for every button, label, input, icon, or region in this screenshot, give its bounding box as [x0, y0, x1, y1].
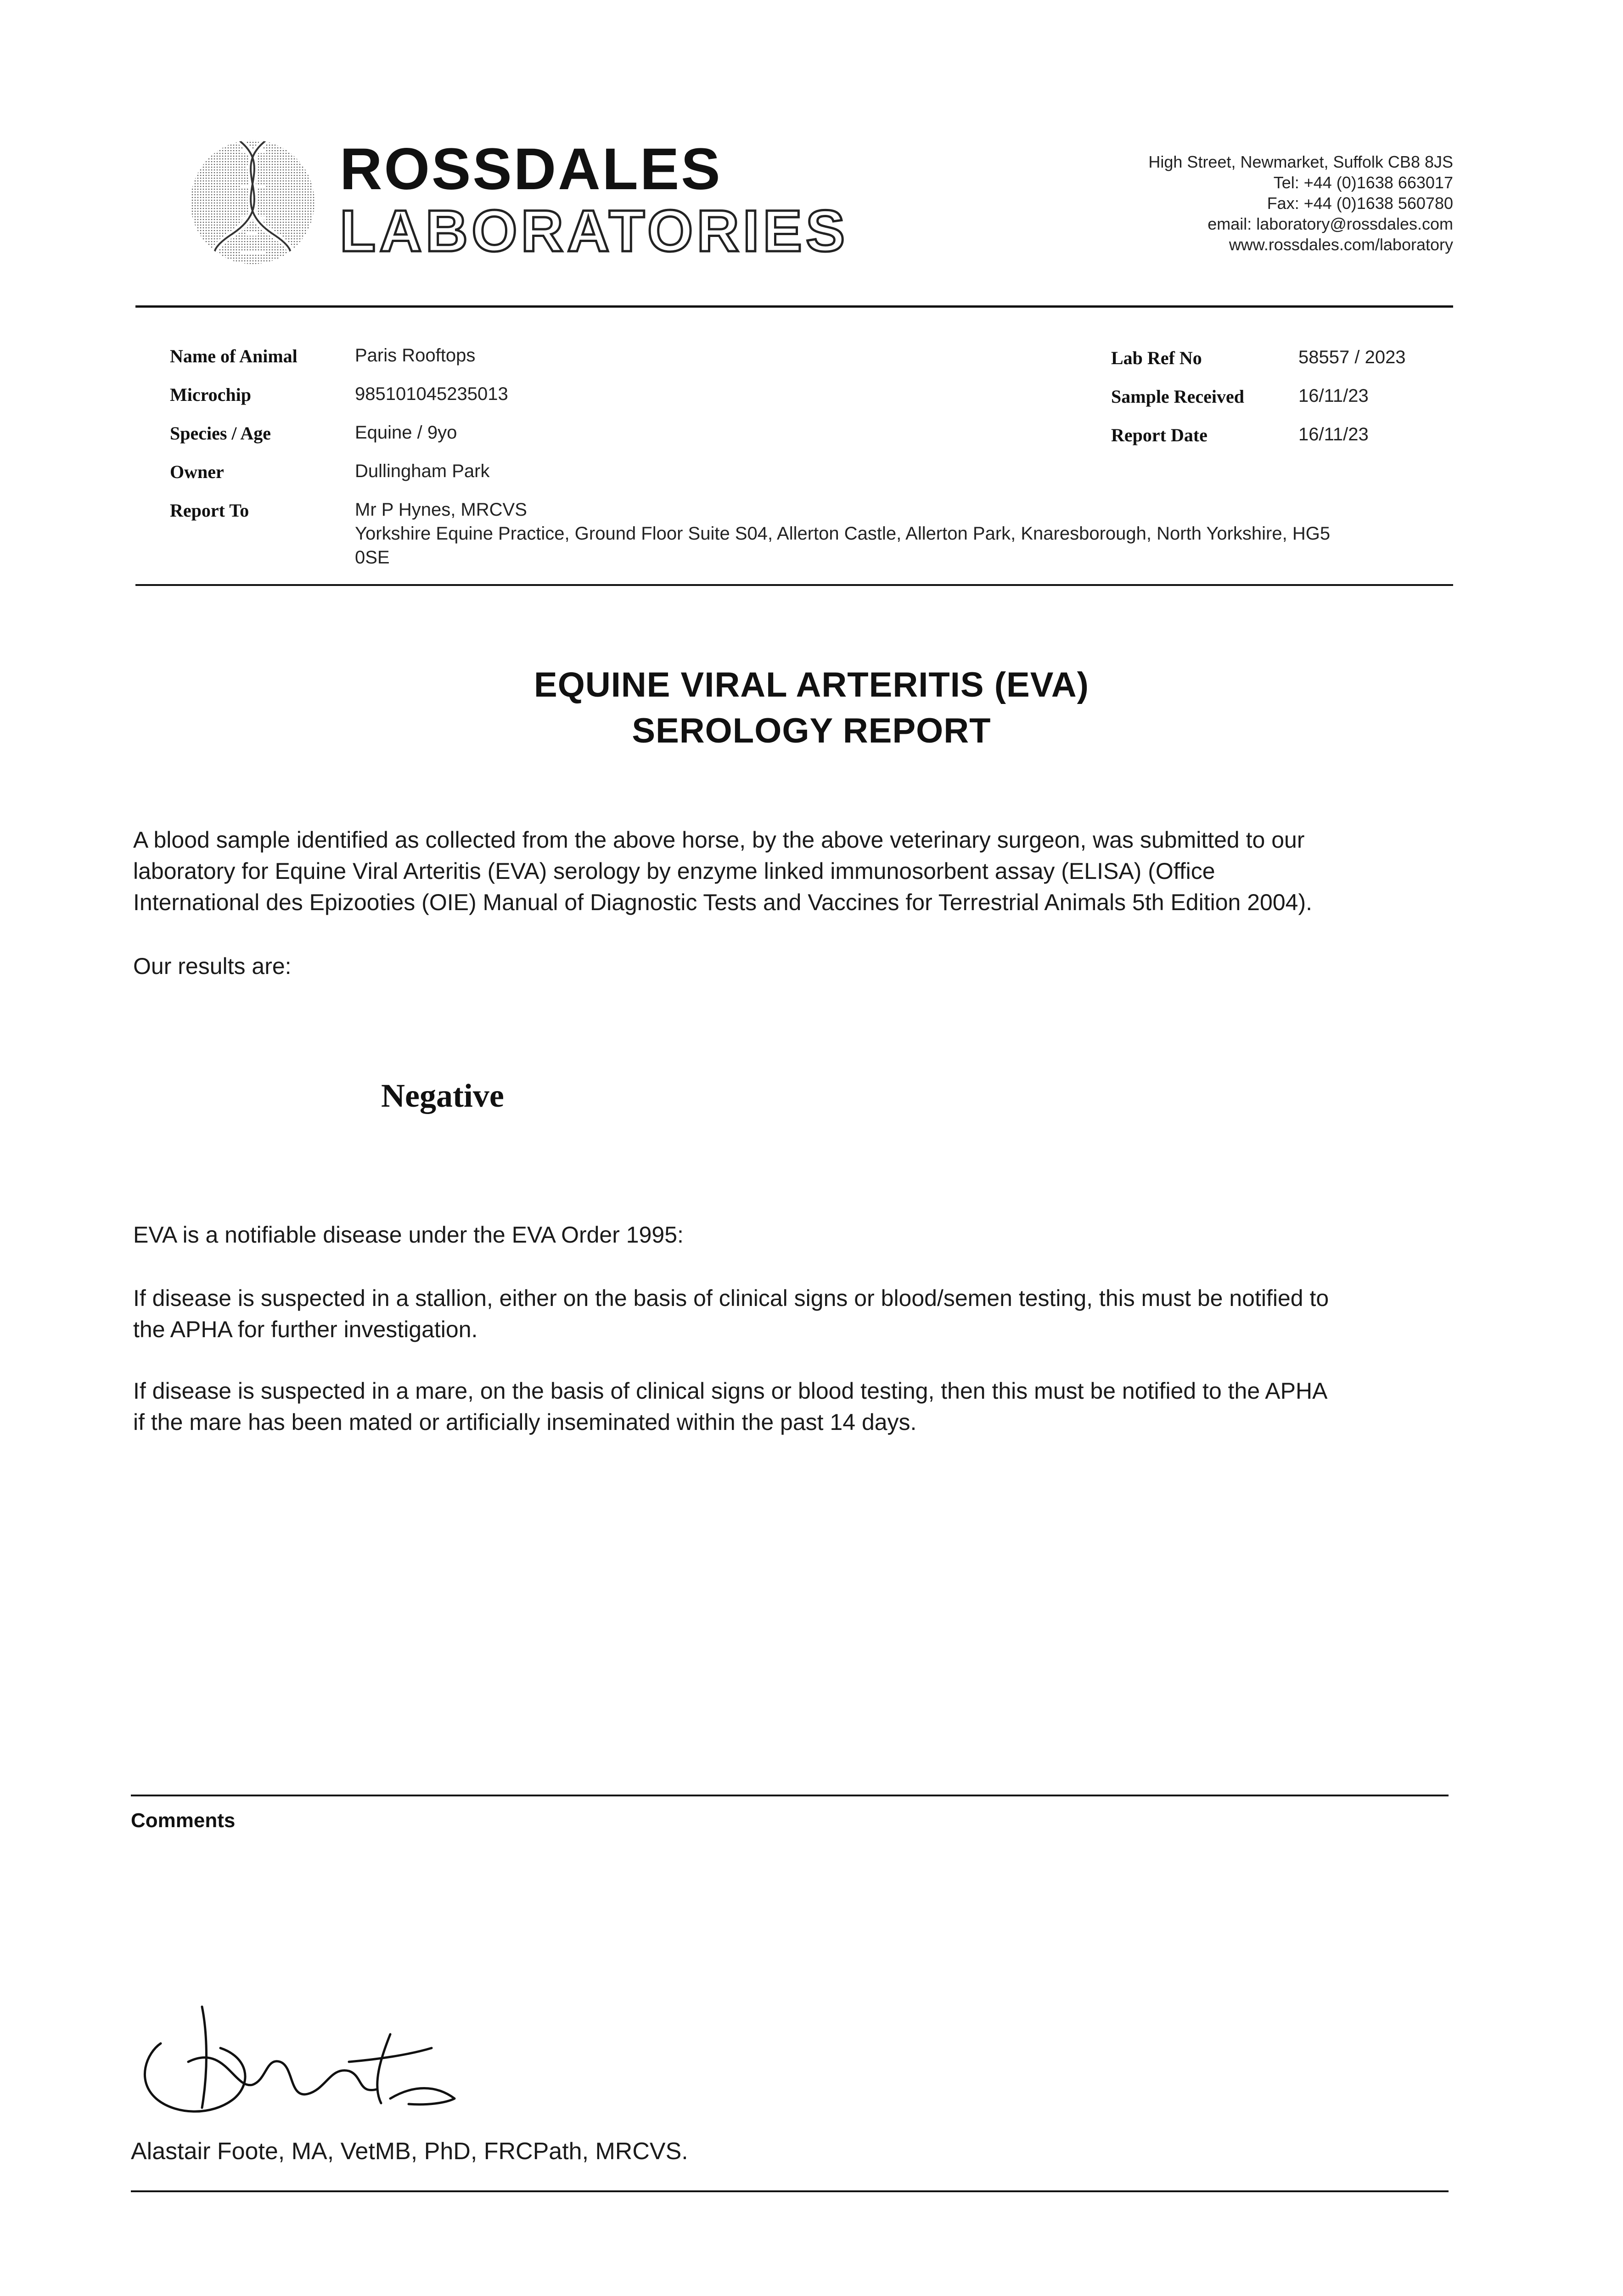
- intro-paragraph: [133, 824, 1455, 918]
- intro-line: laboratory for Equine Viral Arteritis (EVA) serology by enzyme linked immunosorbent assay (ELISA) (Office: [133, 858, 1215, 884]
- report-to-address-line1: Yorkshire Equine Practice, Ground Floor Suite S04, Allerton Castle, Allerton Park, Knaresborough, North Yorkshire, HG5: [355, 523, 1331, 544]
- brand-name-line1: ROSSDALES: [340, 136, 722, 202]
- signatory-name: Alastair Foote, MA, VetMB, PhD, FRCPath, MRCVS.: [131, 2138, 688, 2165]
- species-age-value: Equine / 9yo: [355, 422, 457, 443]
- name-of-animal-value: Paris Rooftops: [355, 345, 476, 366]
- info-divider: [135, 584, 1453, 586]
- signature-image: [133, 1993, 482, 2131]
- brand-name-line2: LABORATORIES: [340, 198, 849, 264]
- mare-paragraph: [133, 1375, 1455, 1438]
- species-age-label: Species / Age: [170, 423, 271, 444]
- stallion-line: the APHA for further investigation.: [133, 1317, 478, 1342]
- contact-block: [1040, 152, 1453, 255]
- footer-divider: [131, 2190, 1449, 2192]
- header-divider: [135, 305, 1453, 308]
- owner-label: Owner: [170, 461, 224, 482]
- contact-fax: Fax: +44 (0)1638 560780: [1267, 194, 1453, 213]
- comments-divider: [131, 1795, 1449, 1796]
- sample-received-value: 16/11/23: [1298, 386, 1369, 406]
- contact-address: High Street, Newmarket, Suffolk CB8 8JS: [1148, 152, 1453, 171]
- report-to-label: Report To: [170, 500, 249, 521]
- test-result: Negative: [381, 1077, 504, 1114]
- intro-line: International des Epizooties (OIE) Manual of Diagnostic Tests and Vaccines for Terrestrial Animals 5th Edition 2004).: [133, 889, 1312, 915]
- comments-label: Comments: [131, 1809, 236, 1832]
- results-intro: Our results are:: [133, 953, 292, 979]
- lab-ref-label: Lab Ref No: [1111, 348, 1202, 368]
- stallion-paragraph: [133, 1283, 1455, 1345]
- report-date-value: 16/11/23: [1298, 424, 1369, 445]
- notifiable-statement: EVA is a notifiable disease under the EVA Order 1995:: [133, 1222, 684, 1248]
- lab-ref-value: 58557 / 2023: [1298, 347, 1406, 367]
- contact-email: email: laboratory@rossdales.com: [1207, 214, 1453, 233]
- report-title-line1: EQUINE VIRAL ARTERITIS (EVA): [534, 665, 1089, 704]
- contact-tel: Tel: +44 (0)1638 663017: [1273, 173, 1453, 192]
- mare-line: if the mare has been mated or artificially inseminated within the past 14 days.: [133, 1409, 917, 1435]
- stallion-line: If disease is suspected in a stallion, either on the basis of clinical signs or blood/semen testing, this must be notified to: [133, 1285, 1329, 1311]
- name-of-animal-label: Name of Animal: [170, 346, 298, 366]
- report-title-line2: SEROLOGY REPORT: [632, 711, 991, 750]
- microchip-value: 985101045235013: [355, 384, 508, 404]
- intro-line: A blood sample identified as collected from the above horse, by the above veterinary surgeon, was submitted to our: [133, 827, 1305, 853]
- rossdales-logo-icon: [188, 135, 317, 269]
- report-date-label: Report Date: [1111, 425, 1207, 445]
- sample-received-label: Sample Received: [1111, 386, 1244, 407]
- report-to-address-line2: 0SE: [355, 547, 390, 568]
- microchip-label: Microchip: [170, 384, 252, 405]
- mare-line: If disease is suspected in a mare, on the basis of clinical signs or blood testing, then this must be notified to the APHA: [133, 1378, 1328, 1404]
- contact-web: www.rossdales.com/laboratory: [1229, 235, 1453, 254]
- owner-value: Dullingham Park: [355, 461, 490, 481]
- report-to-name: Mr P Hynes, MRCVS: [355, 500, 527, 520]
